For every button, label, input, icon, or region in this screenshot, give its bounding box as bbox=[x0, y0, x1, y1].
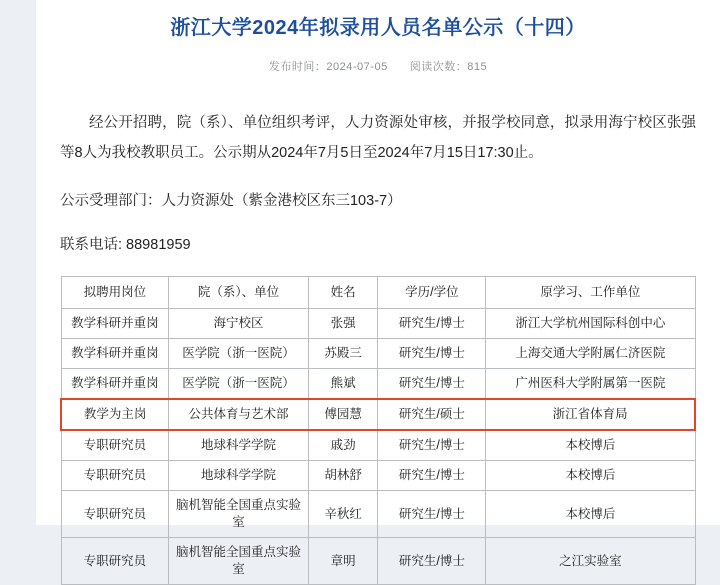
page-title: 浙江大学2024年拟录用人员名单公示（十四） bbox=[170, 17, 586, 39]
cell-degree: 研究生/博士 bbox=[378, 491, 486, 538]
cell-unit: 脑机智能全国重点实验室 bbox=[169, 491, 308, 538]
cell-position: 专职研究员 bbox=[61, 461, 169, 491]
cell-position: 教学科研并重岗 bbox=[61, 369, 169, 400]
cell-degree: 研究生/博士 bbox=[378, 339, 486, 369]
table-row bbox=[61, 369, 695, 400]
cell-unit: 医学院（浙一医院） bbox=[169, 369, 308, 400]
paragraph-department: 公示受理部门：人力资源处（紫金港校区东三103-7） bbox=[60, 193, 402, 209]
read-count-value: 815 bbox=[467, 61, 488, 73]
cell-position: 专职研究员 bbox=[61, 538, 169, 585]
cell-origin: 本校博后 bbox=[486, 461, 695, 491]
table-header-row bbox=[61, 277, 695, 309]
cell-position: 教学科研并重岗 bbox=[61, 339, 169, 369]
cell-origin: 广州医科大学附属第一医院 bbox=[486, 369, 695, 400]
roster-table bbox=[60, 276, 696, 585]
cell-origin: 本校博后 bbox=[486, 430, 695, 461]
cell-unit: 地球科学学院 bbox=[169, 430, 308, 461]
cell-position: 教学科研并重岗 bbox=[61, 309, 169, 339]
cell-name: 苏殿三 bbox=[308, 339, 378, 369]
publish-time-value: 2024-07-05 bbox=[326, 61, 388, 73]
table-row bbox=[61, 399, 695, 430]
column-header-degree: 学历/学位 bbox=[378, 277, 486, 309]
table-row bbox=[61, 461, 695, 491]
cell-origin: 之江实验室 bbox=[486, 538, 695, 585]
cell-origin: 浙江省体育局 bbox=[486, 399, 695, 430]
cell-degree: 研究生/博士 bbox=[378, 430, 486, 461]
column-header-position: 拟聘用岗位 bbox=[61, 277, 169, 309]
table-row bbox=[61, 339, 695, 369]
page-left-margin bbox=[0, 0, 36, 525]
cell-origin: 上海交通大学附属仁济医院 bbox=[486, 339, 695, 369]
column-header-unit: 院（系）、单位 bbox=[169, 277, 308, 309]
table-row bbox=[61, 491, 695, 538]
cell-unit: 地球科学学院 bbox=[169, 461, 308, 491]
cell-degree: 研究生/博士 bbox=[378, 461, 486, 491]
column-header-name: 姓名 bbox=[308, 277, 378, 309]
roster-table-wrapper bbox=[60, 276, 696, 585]
cell-unit: 脑机智能全国重点实验室 bbox=[169, 538, 308, 585]
document-content bbox=[36, 0, 720, 576]
cell-unit: 医学院（浙一医院） bbox=[169, 339, 308, 369]
column-header-origin: 原学习、工作单位 bbox=[486, 277, 695, 309]
cell-position: 专职研究员 bbox=[61, 430, 169, 461]
cell-degree: 研究生/硕士 bbox=[378, 399, 486, 430]
cell-name: 熊斌 bbox=[308, 369, 378, 400]
paragraph-announcement: 经公开招聘，院（系）、单位组织考评，人力资源处审核，并报学校同意，拟录用海宁校区张强等8人为我校教职员工。公示期从2024年7月5日至2024年7月15日17:30止。 bbox=[60, 115, 696, 161]
cell-degree: 研究生/博士 bbox=[378, 369, 486, 400]
publish-time-label: 发布时间： bbox=[268, 61, 327, 73]
cell-position: 专职研究员 bbox=[61, 491, 169, 538]
table-row bbox=[61, 538, 695, 585]
cell-name: 胡林舒 bbox=[308, 461, 378, 491]
cell-unit: 海宁校区 bbox=[169, 309, 308, 339]
paragraph-phone: 联系电话: 88981959 bbox=[60, 237, 191, 253]
cell-position: 教学为主岗 bbox=[61, 399, 169, 430]
cell-name: 章明 bbox=[308, 538, 378, 585]
cell-name: 戚劲 bbox=[308, 430, 378, 461]
document-meta bbox=[36, 58, 720, 74]
table-row bbox=[61, 309, 695, 339]
table-row bbox=[61, 430, 695, 461]
cell-degree: 研究生/博士 bbox=[378, 309, 486, 339]
cell-name: 辛秋红 bbox=[308, 491, 378, 538]
read-count-label: 阅读次数： bbox=[409, 61, 468, 73]
cell-degree: 研究生/博士 bbox=[378, 538, 486, 585]
cell-origin: 浙江大学杭州国际科创中心 bbox=[486, 309, 695, 339]
cell-name: 张强 bbox=[308, 309, 378, 339]
cell-origin: 本校博后 bbox=[486, 491, 695, 538]
cell-unit: 公共体育与艺术部 bbox=[169, 399, 308, 430]
cell-name: 傅园慧 bbox=[308, 399, 378, 430]
